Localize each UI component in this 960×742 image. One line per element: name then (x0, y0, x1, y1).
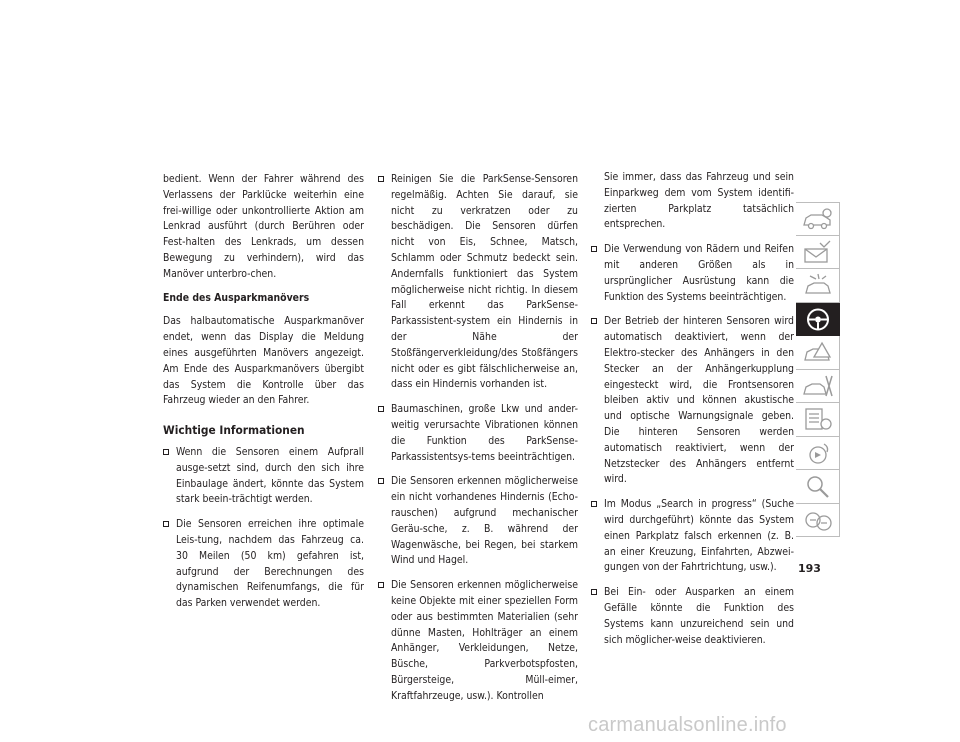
tab-car-tools[interactable] (796, 370, 840, 404)
text-column-1 (163, 172, 364, 621)
paragraph: bedient. Wenn der Fahrer während des Verlassens der Parklücke weiterhin eine frei-willige oder unkontrollierte Aktion am Lenkrad ausführt (durch Berühren oder Fest-halten des Lenkrads, um dessen Bewegung zu verhindern), wird das Manöver unterbro-chen. (163, 173, 364, 280)
checkbox-bullet-icon (163, 449, 169, 455)
checkbox-bullet-icon (378, 406, 384, 412)
checkbox-bullet-icon (591, 246, 597, 252)
list-item: Baumaschinen, große Lkw und ander-weitig verursachte Vibrationen können die Funktion des ParkSense-Parkassistentsys-tems beeinträchtigen. (378, 402, 578, 465)
tab-car-mail[interactable] (796, 236, 840, 270)
car-mail-icon (802, 240, 834, 265)
list-item: Im Modus „Search in progress“ (Suche wird durchgeführt) könnte das System einen Parkplatz falsch erkennen (z. B. an einer Kreuzung, Einfahrten, Abzwei-gungen von der Fahrtrichtung, usw.). (591, 497, 794, 576)
tab-car-lights[interactable] (796, 269, 840, 303)
car-tools-icon (802, 374, 834, 399)
car-specs-icon (802, 407, 834, 432)
list-item: Reinigen Sie die ParkSense-Sensoren regelmäßig. Achten Sie darauf, sie nicht zu verkratzen oder zu beschädigen. Die Sensoren dürfen nicht von Eis, Schnee, Matsch, Schlamm oder Schmutz bedeckt sein. Andernfalls funktioniert das System möglicherweise nicht richtig. In diesem Fall erkennt das ParkSense-Parkassistent-system ein Hindernis in der Nähe der Stoßfängerverkleidung/des Stoßfängers nicht oder es gibt fälschlicherweise an, dass ein Hindernis vorhanden ist. (378, 172, 578, 393)
checkbox-bullet-icon (163, 521, 169, 527)
checkbox-bullet-icon (591, 589, 597, 595)
car-warning-icon (802, 340, 834, 365)
tab-language-index[interactable] (796, 504, 840, 538)
list-item: Die Sensoren erreichen ihre optimale Leis-tung, nachdem das Fahrzeug ca. 30 Meilen (50 km) gefahren ist, aufgrund der Berechnungen des dynamischen Reifenumfangs, die für das Parken verwendet werden. (163, 517, 364, 612)
car-info-icon (802, 207, 834, 232)
section-heading: Wichtige Informationen (163, 423, 305, 438)
tab-magnifier[interactable] (796, 470, 840, 504)
multimedia-icon (802, 441, 834, 466)
language-index-icon (802, 508, 834, 533)
watermark: carmanualsonline.info (588, 714, 787, 736)
section-heading: Ende des Ausparkmanövers (163, 291, 310, 304)
list-item: Die Sensoren erkennen möglicherweise ein nicht vorhandenes Hindernis (Echo-rauschen) aufgrund mechanischer Geräu-sche, z. B. während der Wagenwäsche, bei Regen, bei starkem Wind und Hagel. (378, 474, 578, 569)
list-item: Bei Ein- oder Ausparken an einem Gefälle könnte die Funktion des Systems kann unzureichend sein und sich möglicher-weise deaktivieren. (591, 585, 794, 648)
paragraph: Sie immer, dass das Fahrzeug und sein Einparkweg dem vom System identifi-zierten Parkplatz tatsächlich entsprechen. (604, 171, 794, 231)
steering-wheel-icon (802, 307, 834, 332)
page-number: 193 (798, 562, 821, 575)
text-column-2 (378, 172, 578, 714)
tab-car-warning[interactable] (796, 336, 840, 370)
list-item: Der Betrieb der hinteren Sensoren wird automatisch deaktiviert, wenn der Elektro-stecker des Anhängers in den Stecker an der Anhängerkupplung eingesteckt wird, die Frontsensoren bleiben aktiv und können akustische und optische Warnungsignale geben. Die hinteren Sensoren werden automatisch reaktiviert, wenn der Netzstecker des Anhängers entfernt wird. (591, 314, 794, 488)
chapter-tabs (796, 202, 840, 537)
checkbox-bullet-icon (378, 176, 384, 182)
car-lights-icon (802, 273, 834, 298)
magnifier-icon (802, 474, 834, 499)
tab-multimedia[interactable] (796, 437, 840, 471)
checkbox-bullet-icon (591, 318, 597, 324)
checkbox-bullet-icon (378, 478, 384, 484)
checkbox-bullet-icon (591, 501, 597, 507)
paragraph: Das halbautomatische Ausparkmanöver endet, wenn das Display die Meldung eines ausgeführten Manövers angezeigt. Am Ende des Ausparkmanövers übergibt das System die Kontrolle über das Fahrzeug wieder an den Fahrer. (163, 315, 364, 407)
tab-steering-wheel[interactable] (796, 303, 840, 337)
checkbox-bullet-icon (378, 582, 384, 588)
tab-car-info[interactable] (796, 202, 840, 236)
list-item: Wenn die Sensoren einem Aufprall ausge-setzt sind, durch den sich ihre Einbaulage ändert, könnte das System stark beein-trächtigt werden. (163, 445, 364, 508)
list-item: Die Verwendung von Rädern und Reifen mit anderen Größen als in ursprünglicher Ausrüstung kann die Funktion des Systems beeinträchtigen. (591, 242, 794, 305)
list-item: Die Sensoren erkennen möglicherweise keine Objekte mit einer speziellen Form oder aus bestimmten Materialien (sehr dünne Masten, Hohlträger an einem Anhänger, Verkleidungen, Netze, Büsche, Parkverbotspfosten, Bürgersteige, Müll-eimer, Kraftfahrzeuge, usw.). Kontrollen (378, 578, 578, 704)
text-column-3 (591, 170, 794, 657)
tab-car-specs[interactable] (796, 403, 840, 437)
